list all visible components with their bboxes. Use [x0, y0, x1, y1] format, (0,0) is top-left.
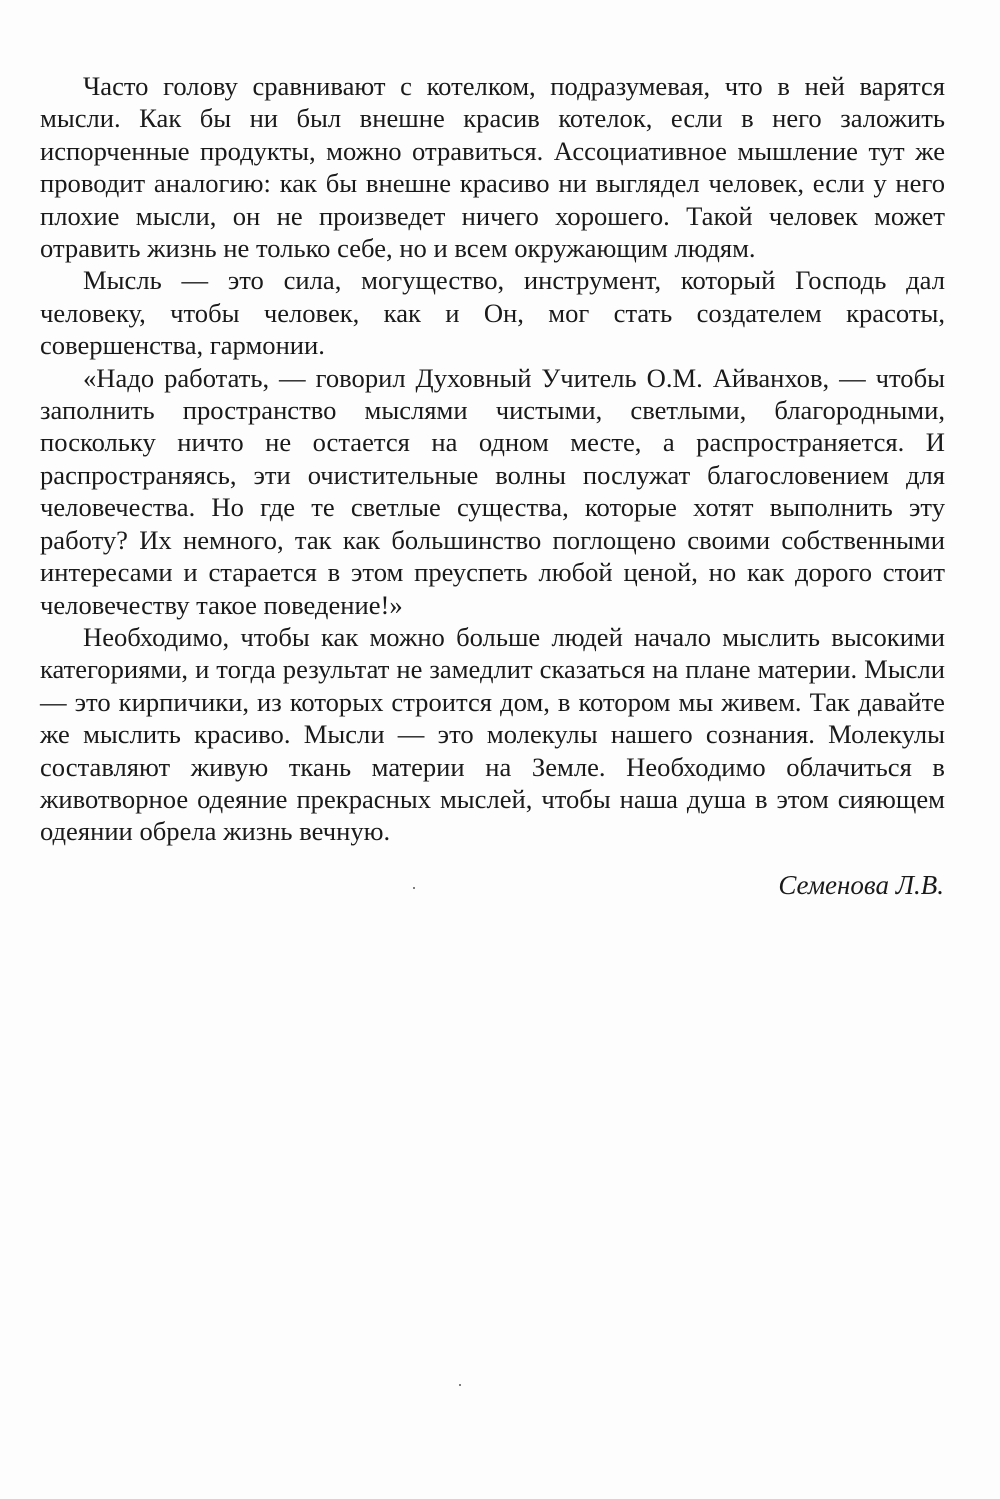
paragraph-4: Необходимо, чтобы как можно больше людей начало мыслить высокими категориями, и тогда результат не замедлит сказаться на плане материи. Мысли — это кирпичики, из которых строится дом, в котором мы живем. Так давайте же мыслить красиво. Мысли — это молекулы нашего сознания. Молекулы составляют живую ткань материи на Земле. Необходимо облачиться в животворное одеяние прекрасных мыслей, чтобы наша душа в этом сияющем одеянии обрела жизнь вечную.	[40, 621, 945, 847]
paragraph-2: Мысль — это сила, могущество, инструмент, который Господь дал человеку, чтобы человек, как и Он, мог стать создателем красоты, совершенства, гармонии.	[40, 265, 945, 361]
scan-speck	[413, 887, 415, 889]
paragraph-1: Часто голову сравнивают с котелком, подразумевая, что в ней варятся мысли. Как бы ни был внешне красив котелок, если в него заложить испорченные продукты, можно отравиться. Ассоциативное мышление тут же проводит аналогию: как бы внешне красиво ни выглядел человек, если у него плохие мысли, он не произведет ничего хорошего. Такой человек может отравить жизнь не только себе, но и всем окружающим людям.	[40, 71, 945, 264]
scan-speck	[459, 1384, 461, 1386]
paragraph-3: «Надо работать, — говорил Духовный Учитель О.М. Айванхов, — чтобы заполнить пространство мыслями чистыми, светлыми, благородными, поскольку ничто не остается на одном месте, а распространяется. И распространяясь, эти очистительные волны послужат благословением для человечества. Но где те светлые существа, которые хотят выполнить эту работу? Их немного, так как большинство поглощено своими собственными интересами и старается в этом преуспеть любой ценой, но как дорого стоит человечеству такое поведение!»	[40, 362, 945, 620]
author-signature: Семенова Л.В.	[778, 870, 944, 900]
body-text	[40, 70, 945, 848]
